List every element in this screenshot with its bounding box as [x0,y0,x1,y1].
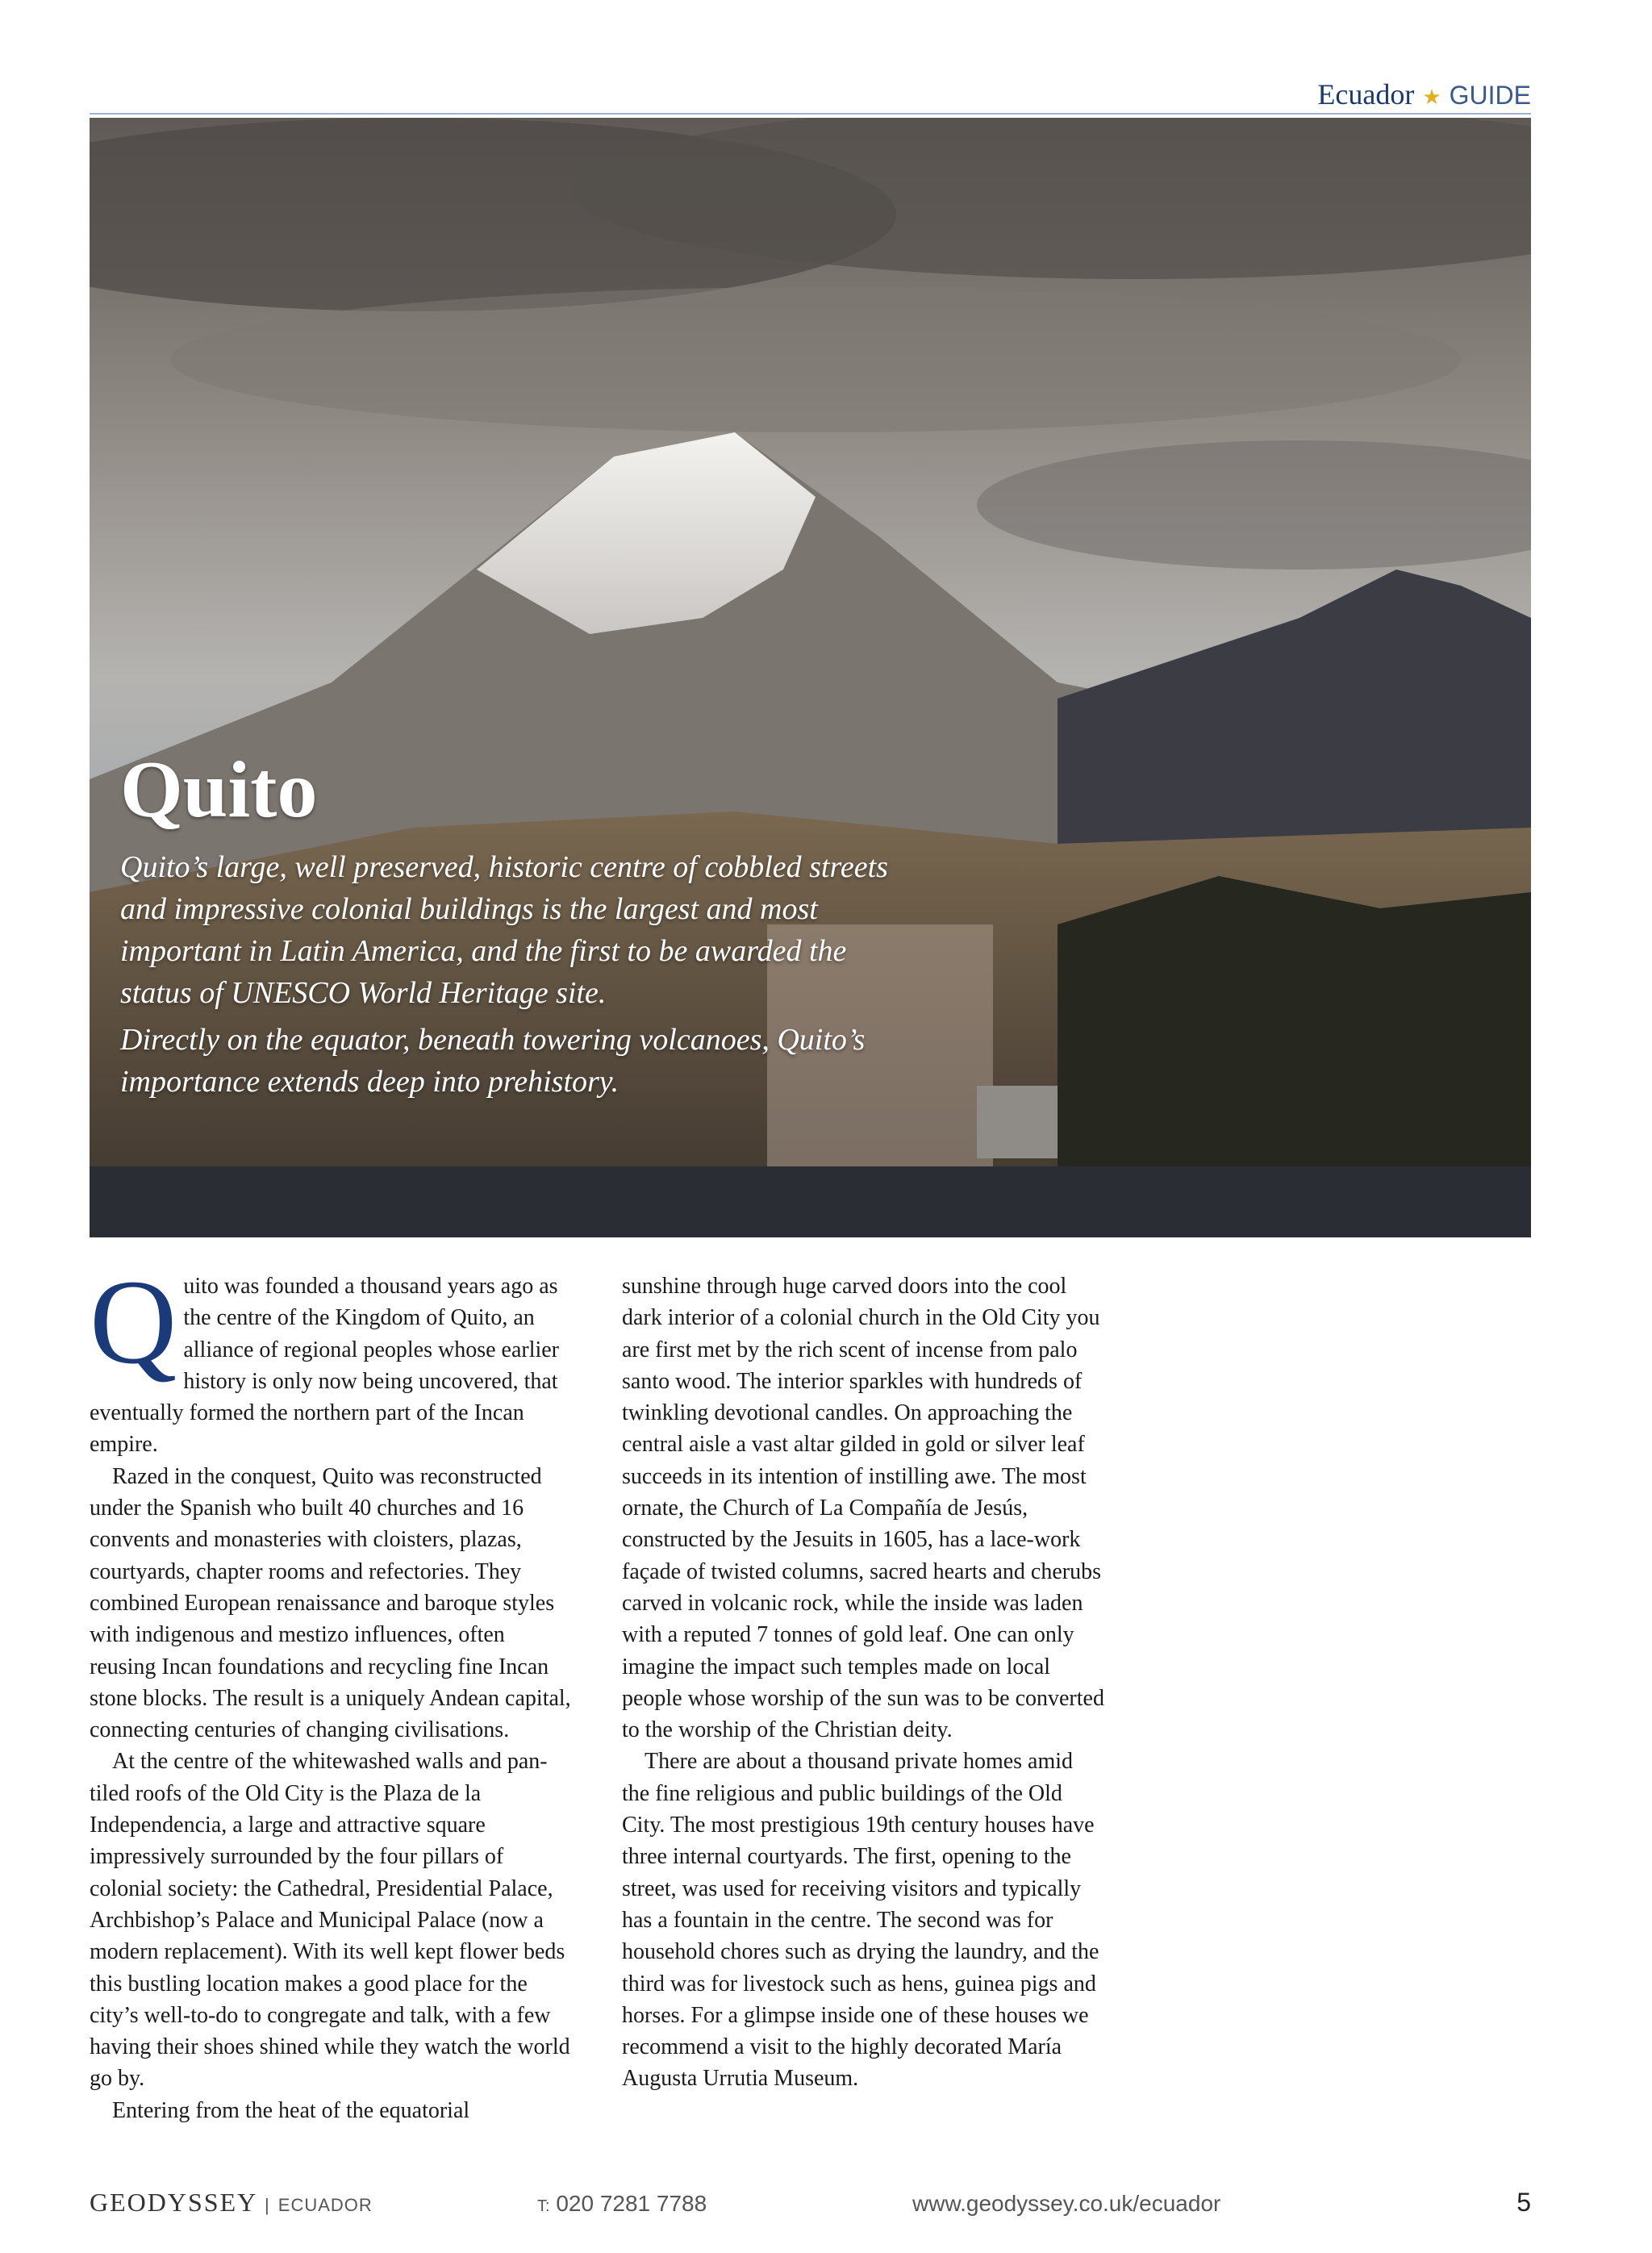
footer-region: ECUADOR [277,2195,373,2215]
body-paragraph: sunshine through huge carved doors into the cool dark interior of a colonial church in the Old City you are first met by the rich scent of incense from palo santo wood. The interior sparkles with hundreds of twinkling devotional candles. On approaching the central aisle a vast altar gilded in gold or silver leaf succeeds in its intention of instilling awe. The most ornate, the Church of La Compañía de Jesús, constructed by the Jesuits in 1605, has a lace-work façade of twisted columns, sacred hearts and cherubs carved in volcanic rock, while the inside was laden with a reputed 7 tonnes of gold leaf. One can only imagine the impact such temples made on local people whose worship of the sun was to be converted to the worship of the Christian deity. [622,1274,1104,1743]
page-title: Quito [120,745,318,834]
body-paragraph-text: uito was founded a thousand years ago as the centre of the Kingdom of Quito, an alliance of regional peoples whose earlier history is only now being uncovered, that eventually formed the northern part of the Incan empire. [90,1274,560,1458]
drop-cap: Q [90,1255,177,1389]
footer-brand [90,2188,373,2218]
hero-text [120,747,895,1108]
column-right [622,1270,1106,2126]
body-paragraph: Razed in the conquest, Quito was reconstructed under the Spanish who built 40 churches and 16 convents and monasteries with cloisters, plazas, courtyards, chapter rooms and refectories. They combined European renaissance and baroque styles with indigenous and mestizo influences, often reusing Incan foundations and recycling fine Incan stone blocks. The result is a uniquely Andean capital, connecting centuries of changing civilisations. [90,1463,571,1743]
body-paragraph: Entering from the heat of the equatorial [112,2097,470,2123]
header-rule [90,113,1531,115]
body-paragraph: At the centre of the whitewashed walls and pan-tiled roofs of the Old City is the Plaza de la Independencia, a large and attractive square impressively surrounded by the four pillars of colonial society: the Cathedral, Presidential Palace, Archbishop’s Palace and Municipal Palace (now a modern replacement). With its well kept flower beds this bustling location makes a good place for the city’s well-to-do to congregate and talk, with a few having their shoes shined while they watch the world go by. [90,1749,570,2092]
phone-number: 020 7281 7788 [556,2191,707,2216]
footer-phone [537,2191,707,2217]
star-icon: ★ [1422,86,1441,109]
phone-label: T: [537,2197,550,2215]
intro-paragraph-2: Directly on the equator, beneath towering volcanoes, Quito’s importance extends deep into prehistory. [120,1023,866,1099]
footer-url: www.geodyssey.co.uk/ecuador [912,2191,1221,2216]
brand-name: GEODYSSEY [90,2188,257,2217]
body-paragraph [90,1255,574,1461]
publication-name: Ecuador [1317,78,1415,111]
intro-paragraph-1: Quito’s large, well preserved, historic centre of cobbled streets and impressive colonial buildings is the largest and most important in Latin America, and the first to be awarded the status of UNESCO World Heritage site. [120,850,888,1011]
column-left [90,1255,574,2126]
hero-photo [90,118,1531,1237]
body-paragraph: There are about a thousand private homes amid the fine religious and public buildings of the Old City. The most prestigious 19th century houses have three internal courtyards. The first, opening to the street, was used for receiving visitors and typically has a fountain in the centre. The second was for household chores such as drying the laundry, and the third was for livestock such as hens, guinea pigs and horses. For a glimpse inside one of these houses we recommend a visit to the highly decorated María Augusta Urrutia Museum. [622,1749,1099,2092]
footer-separator: | [265,2195,270,2215]
page-number: 5 [1516,2188,1531,2217]
article-body [90,1255,1106,2126]
running-head [1317,77,1531,111]
section-name: GUIDE [1449,81,1531,110]
